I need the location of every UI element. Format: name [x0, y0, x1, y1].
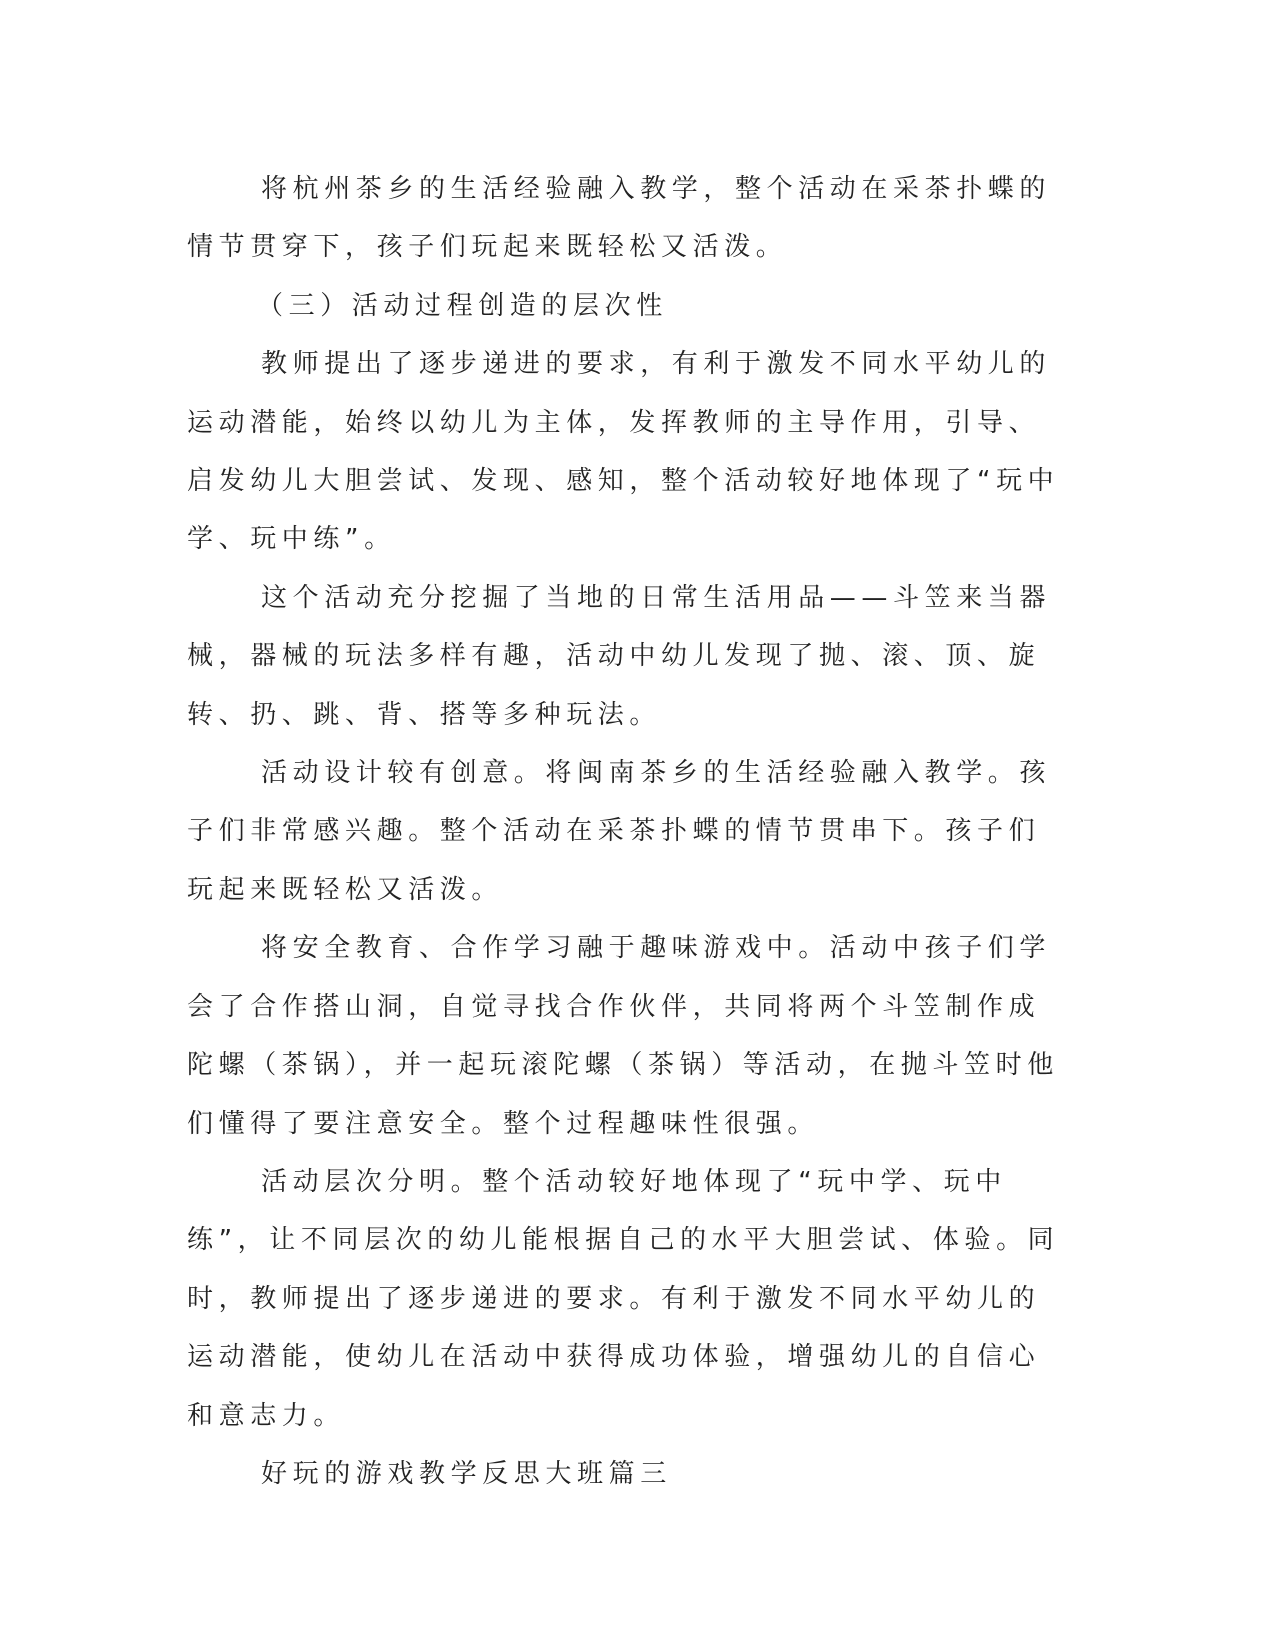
paragraph-safety-education: 将安全教育、合作学习融于趣味游戏中。活动中孩子们学会了合作搭山洞，自觉寻找合作伙伴，共同将两个斗笠制作成陀螺（茶锅），并一起玩滚陀螺（茶锅）等活动，在抛斗笠时他们懂得了要注意安全。整个过程趣味性很强。	[187, 933, 1059, 1139]
section-heading-levels: （三）活动过程创造的层次性	[257, 290, 668, 321]
paragraph-bamboo-hat: 这个活动充分挖掘了当地的日常生活用品——斗笠来当器械，器械的玩法多样有趣，活动中幼儿发现了抛、滚、顶、旋转、扔、跳、背、搭等多种玩法。	[187, 582, 1052, 730]
document-body	[187, 160, 1067, 1503]
paragraph-clear-levels: 活动层次分明。整个活动较好地体现了“玩中学、玩中练”，让不同层次的幼儿能根据自己的水平大胆尝试、体验。同时，教师提出了逐步递进的要求。有利于激发不同水平幼儿的运动潜能，使幼儿在活动中获得成功体验，增强幼儿的自信心和意志力。	[187, 1166, 1060, 1431]
section-title-part-three: 好玩的游戏教学反思大班篇三	[261, 1458, 672, 1489]
paragraph-creative-design: 活动设计较有创意。将闽南茶乡的生活经验融入教学。孩子们非常感兴趣。整个活动在采茶扑蝶的情节贯串下。孩子们玩起来既轻松又活泼。	[187, 758, 1052, 905]
paragraph-teacher-requirements: 教师提出了逐步递进的要求，有利于激发不同水平幼儿的运动潜能，始终以幼儿为主体，发挥教师的主导作用，引导、启发幼儿大胆尝试、发现、感知，整个活动较好地体现了“玩中学、玩中练”。	[187, 349, 1060, 555]
paragraph-hangzhou-tea: 将杭州茶乡的生活经验融入教学，整个活动在采茶扑蝶的情节贯穿下，孩子们玩起来既轻松又活泼。	[187, 174, 1052, 263]
